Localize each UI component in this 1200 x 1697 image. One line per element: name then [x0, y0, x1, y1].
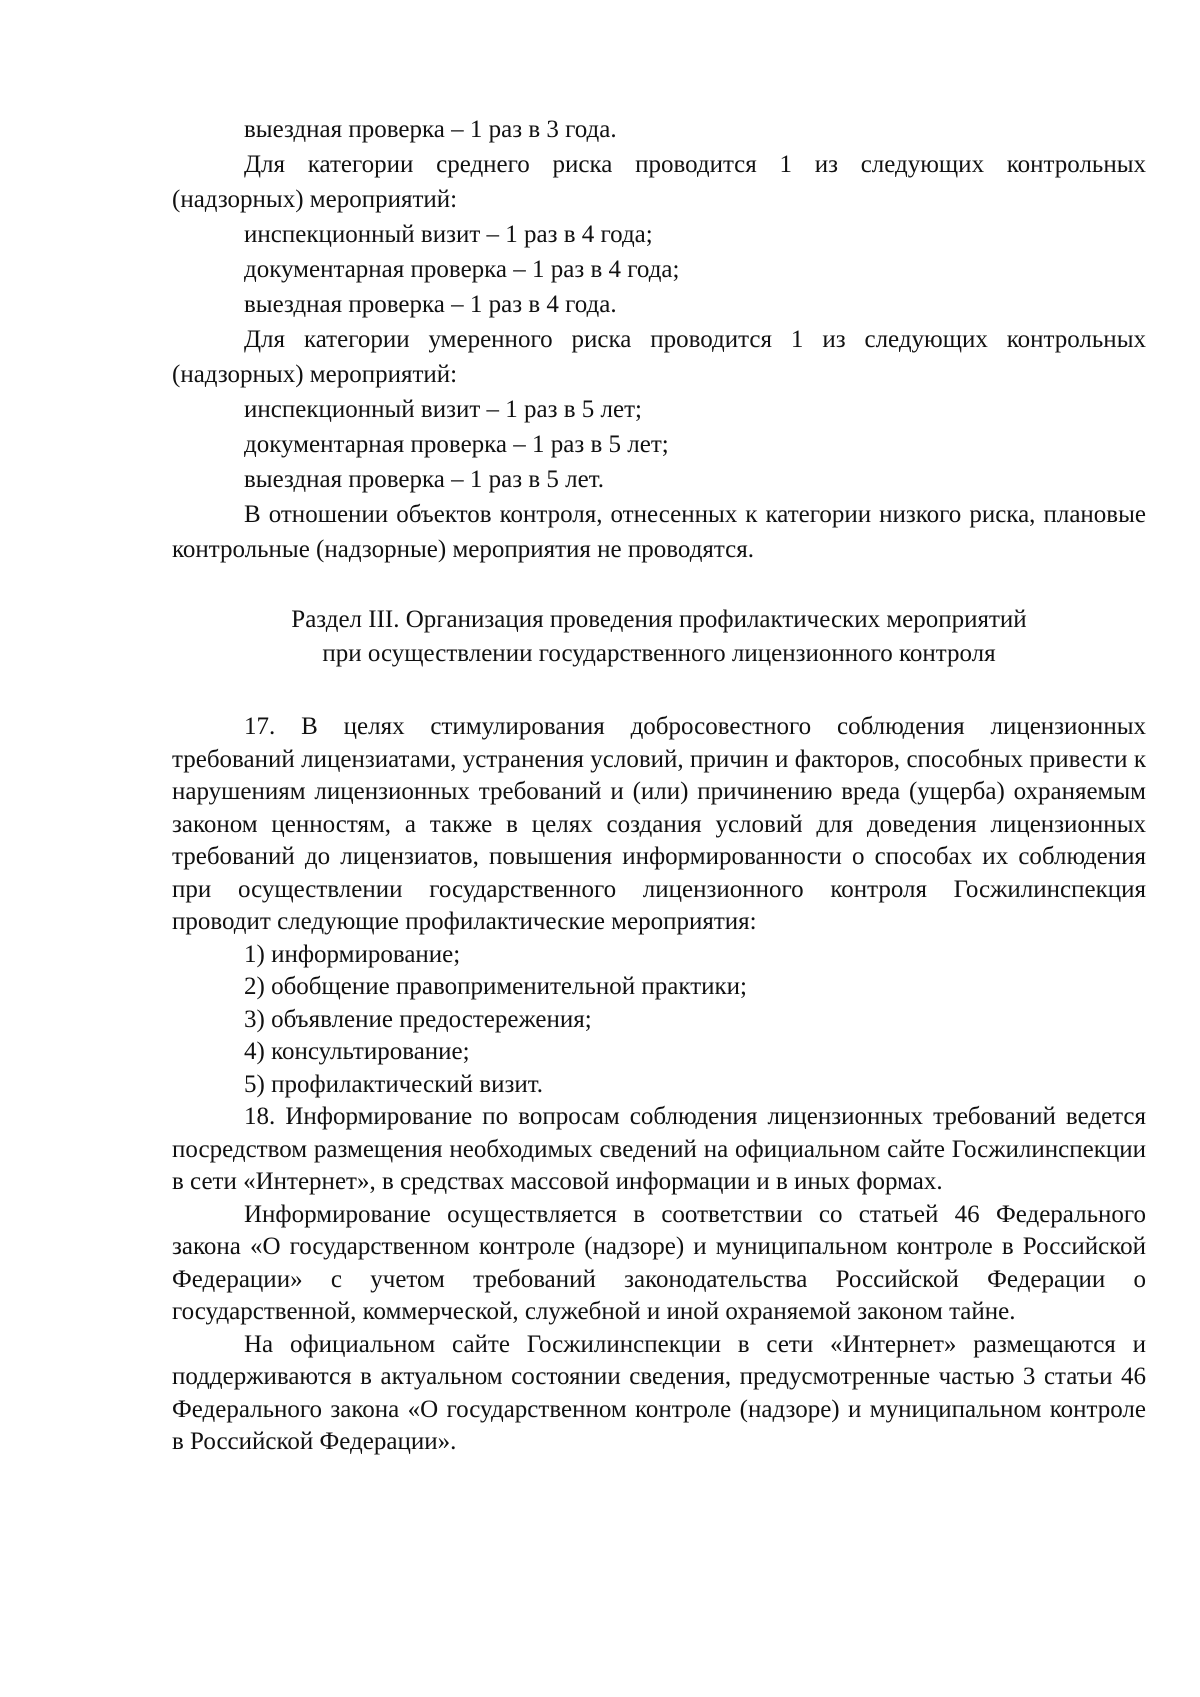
- paragraph: 18. Информирование по вопросам соблюдения лицензионных требований ведется посредством размещения необходимых сведений на официальном сайте Госжилинспекции в сети «Интернет», в средствах массовой информации и в иных формах.: [172, 1103, 1146, 1195]
- paragraph: выездная проверка – 1 раз в 4 года.: [244, 291, 617, 318]
- paragraph: выездная проверка – 1 раз в 3 года.: [244, 116, 617, 143]
- inspection-frequency-block: [172, 112, 1146, 567]
- paragraph: 17. В целях стимулирования добросовестного соблюдения лицензионных требований лицензиатами, устранения условий, причин и факторов, способных привести к нарушениям лицензионных требований и (или) причинению вреда (ущерба) охраняемым законом ценностям, а также в целях создания условий для доведения лицензионных требований до лицензиатов, повышения информированности о способах их соблюдения при осуществлении государственного лицензионного контроля Госжилинспекция проводит следующие профилактические мероприятия:: [172, 713, 1146, 935]
- section-17: [172, 711, 1146, 1101]
- paragraph: инспекционный визит – 1 раз в 5 лет;: [244, 396, 642, 423]
- list-item: 2) обобщение правоприменительной практики;: [244, 973, 747, 1000]
- paragraph: выездная проверка – 1 раз в 5 лет.: [244, 466, 605, 493]
- paragraph: Для категории среднего риска проводится 1 из следующих контрольных (надзорных) мероприятий:: [172, 151, 1146, 213]
- list-item: 3) объявление предостережения;: [244, 1005, 592, 1033]
- section-heading: [172, 603, 1146, 671]
- paragraph: На официальном сайте Госжилинспекции в сети «Интернет» размещаются и поддерживаются в актуальном состоянии сведения, предусмотренные частью 3 статьи 46 Федерального закона «О государственном контроле (надзоре) и муниципальном контроле в Российской Федерации».: [172, 1330, 1146, 1455]
- document-page: [172, 112, 1146, 1459]
- spacer: [172, 567, 1146, 603]
- section-heading-line: при осуществлении государственного лицензионного контроля: [322, 640, 996, 667]
- paragraph: Информирование осуществляется в соответствии со статьей 46 Федерального закона «О государственном контроле (надзоре) и муниципальном контроле в Российской Федерации» с учетом требований законодательства Российской Федерации о государственной, коммерческой, служебной и иной охраняемой законом тайне.: [172, 1200, 1146, 1325]
- list-item: 1) информирование;: [244, 940, 461, 968]
- spacer: [172, 671, 1146, 711]
- paragraph: документарная проверка – 1 раз в 5 лет;: [244, 431, 669, 458]
- prevention-measures-list: [172, 939, 1146, 1102]
- section-heading-line: Раздел III. Организация проведения профилактических мероприятий: [291, 606, 1027, 633]
- paragraph: документарная проверка – 1 раз в 4 года;: [244, 256, 680, 283]
- paragraph: В отношении объектов контроля, отнесенных к категории низкого риска, плановые контрольные (надзорные) мероприятия не проводятся.: [172, 501, 1146, 563]
- list-item: 4) консультирование;: [244, 1038, 470, 1065]
- paragraph: инспекционный визит – 1 раз в 4 года;: [244, 221, 653, 248]
- list-item: 5) профилактический визит.: [244, 1070, 543, 1098]
- section-18: [172, 1101, 1146, 1459]
- paragraph: Для категории умеренного риска проводится 1 из следующих контрольных (надзорных) мероприятий:: [172, 326, 1146, 388]
